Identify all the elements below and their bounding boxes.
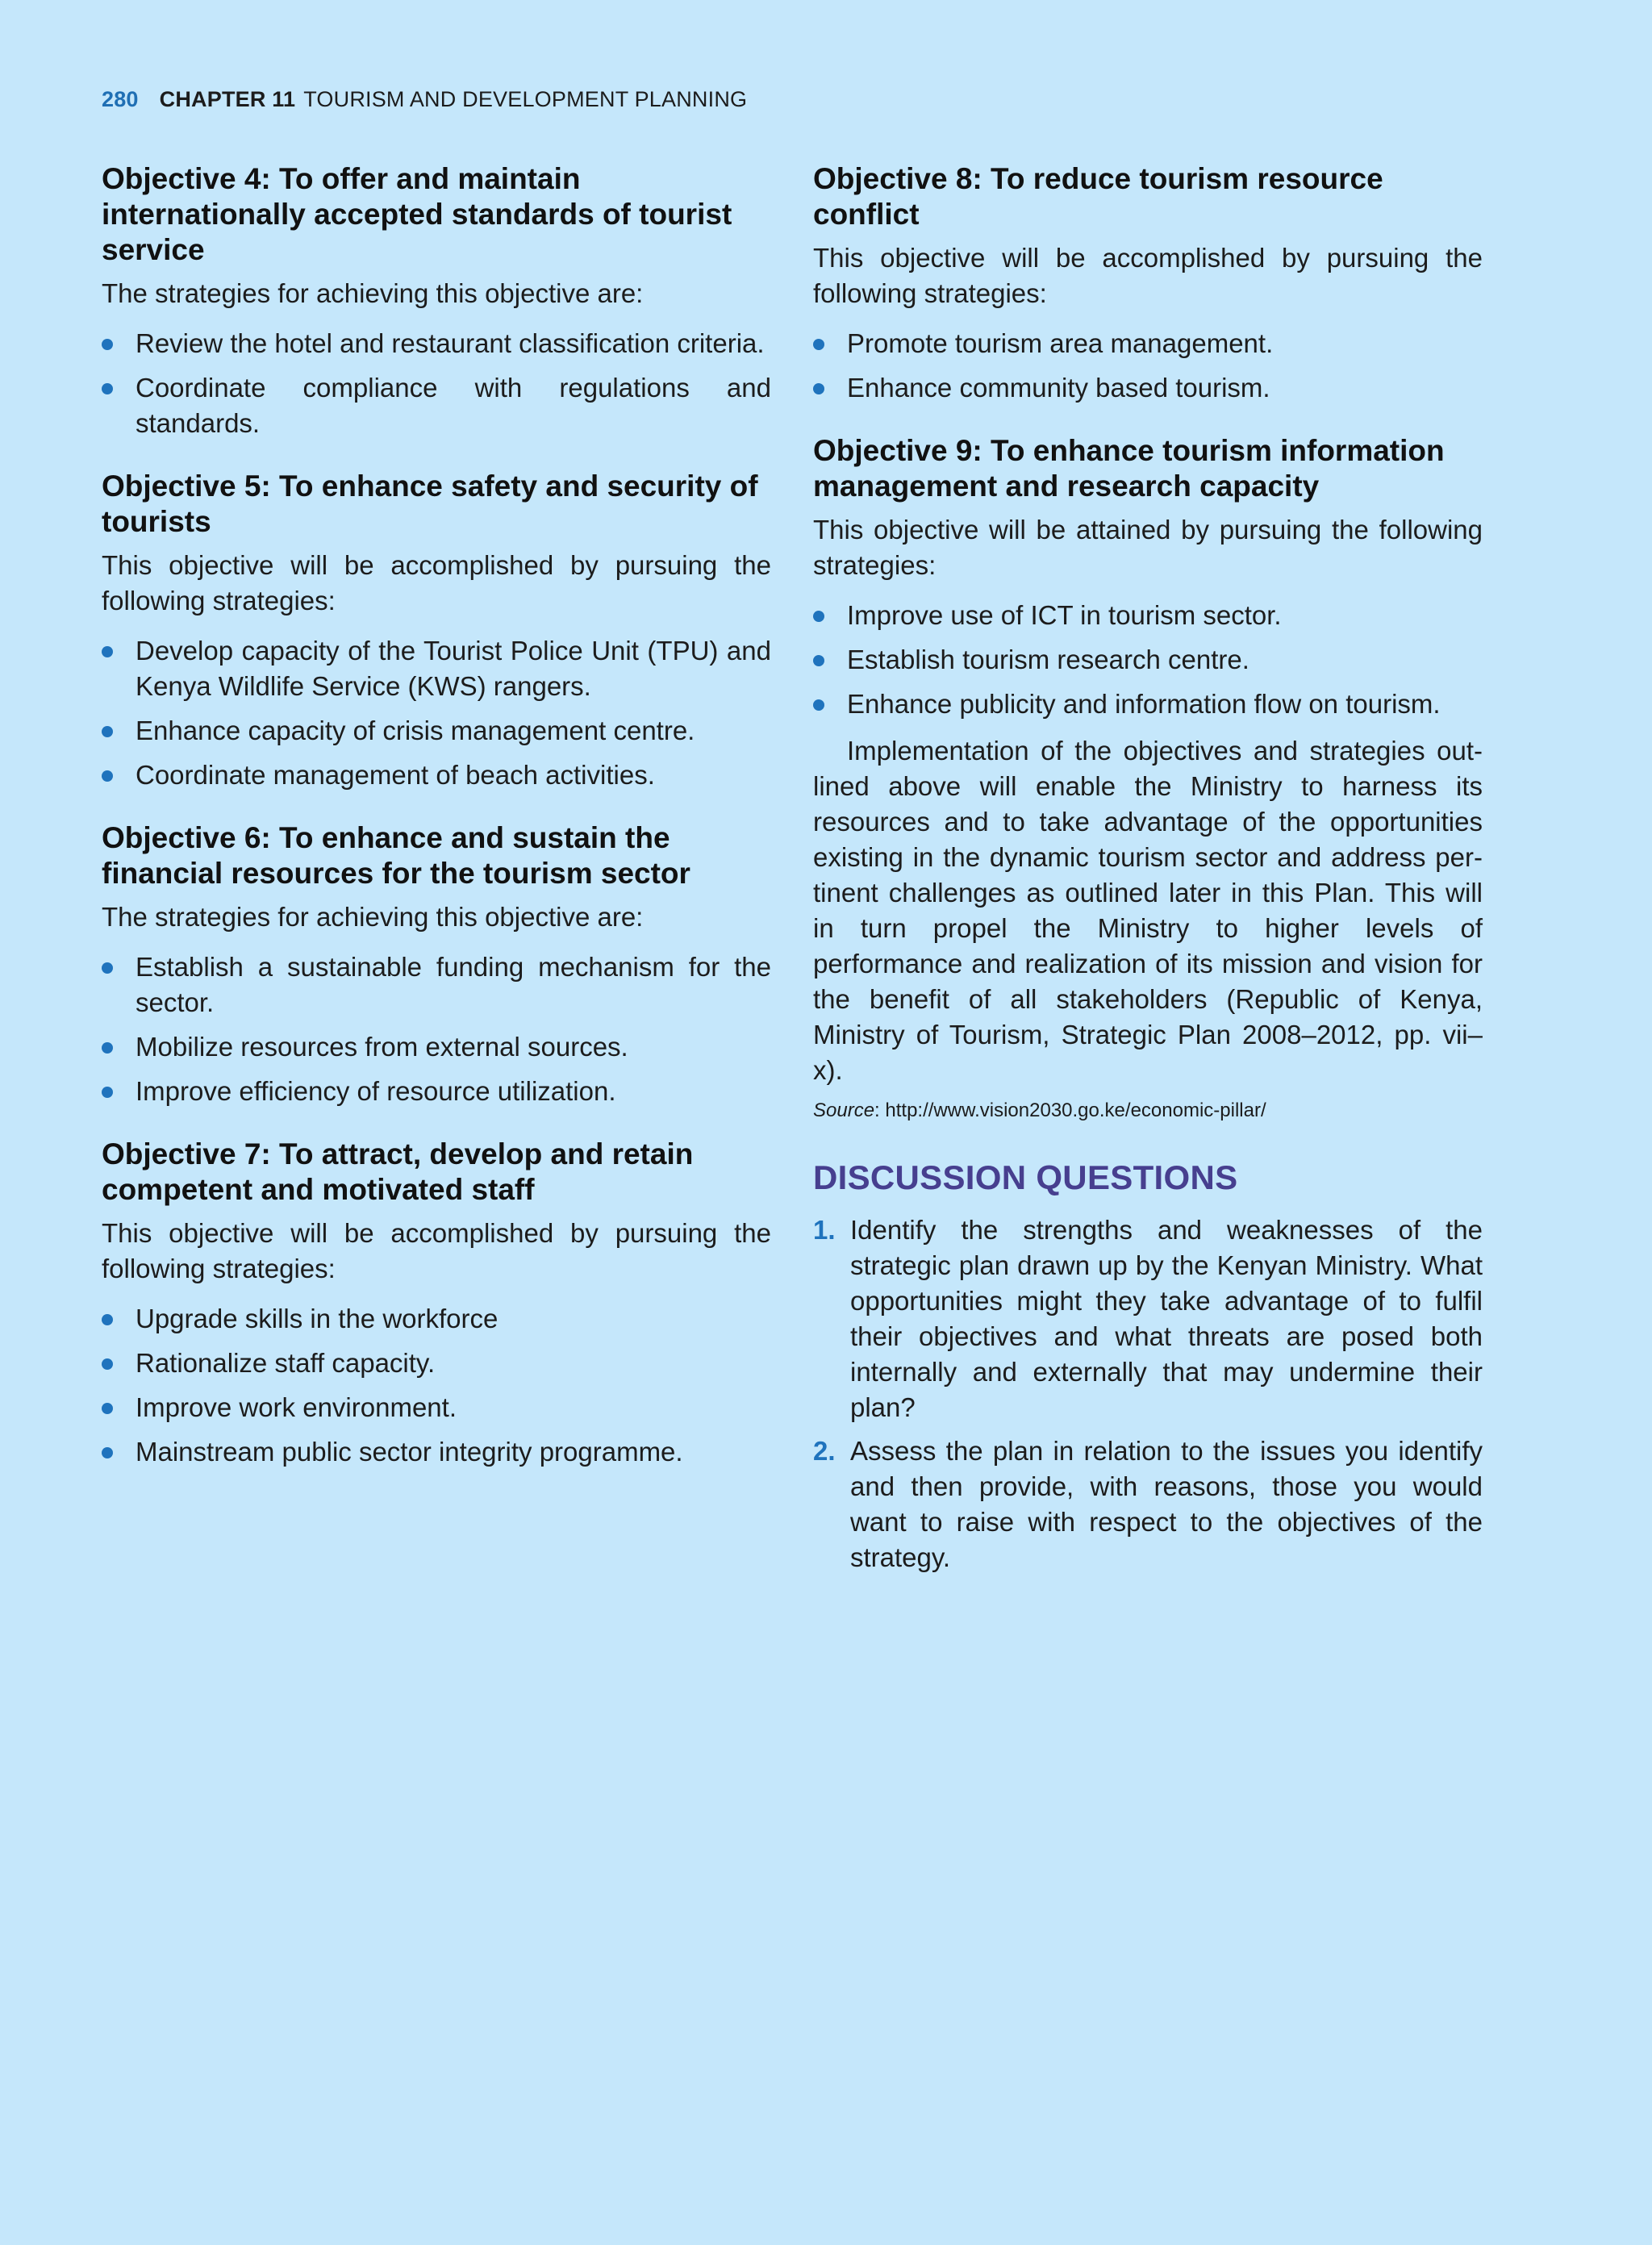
bullet-dot-icon bbox=[102, 1403, 113, 1414]
objective-heading: Objective 4: To offer and maintain internationally accepted standards of tourist service bbox=[102, 162, 732, 266]
objective-4 bbox=[102, 161, 771, 441]
objective-6 bbox=[102, 820, 771, 1109]
strategy-item: Upgrade skills in the workforce bbox=[102, 1301, 771, 1337]
implementation-paragraph: Implementation of the objectives and strategies outlined above will enable the Ministry to harness its resources and to take advantage of the opportunities existing in the dynamic tourism sector and address pertinent challenges as outlined later in this Plan. This will in turn propel the Ministry to higher levels of performance and realization of its mission and vision for the benefit of all stakeholders (Republic of Kenya, Ministry of Tourism, Strategic Plan 2008–2012, pp. vii–x). bbox=[813, 736, 1483, 1085]
objective-heading: Objective 5: To enhance safety and security of tourists bbox=[102, 469, 758, 538]
discussion-question bbox=[813, 1212, 1483, 1425]
objective-intro: This objective will be accomplished by pursuing the following strategies: bbox=[102, 550, 771, 615]
strategy-list bbox=[102, 633, 771, 793]
objective-heading: Objective 8: To reduce tourism resource conflict bbox=[813, 162, 1383, 231]
bullet-dot-icon bbox=[813, 655, 824, 666]
objective-heading: Objective 6: To enhance and sustain the financial resources for the tourism sector bbox=[102, 821, 690, 890]
strategy-list bbox=[813, 326, 1483, 406]
objective-intro: This objective will be accomplished by pursuing the following strategies: bbox=[813, 243, 1483, 308]
strategy-item: Coordinate compliance with regulations and standards. bbox=[102, 370, 771, 441]
bullet-dot-icon bbox=[102, 383, 113, 394]
strategy-list bbox=[102, 1301, 771, 1470]
objective-9 bbox=[813, 433, 1483, 722]
bullet-dot-icon bbox=[813, 699, 824, 711]
chapter-title: TOURISM AND DEVELOPMENT PLANNING bbox=[303, 87, 748, 111]
objective-5 bbox=[102, 469, 771, 793]
strategy-list bbox=[102, 326, 771, 441]
right-column bbox=[813, 161, 1483, 1584]
strategy-item: Enhance community based tourism. bbox=[813, 370, 1483, 406]
objective-intro: The strategies for achieving this objective are: bbox=[102, 278, 644, 308]
bullet-dot-icon bbox=[102, 726, 113, 737]
discussion-questions-list bbox=[813, 1212, 1483, 1575]
strategy-item: Improve efficiency of resource utilization. bbox=[102, 1074, 771, 1109]
discussion-question bbox=[813, 1433, 1483, 1575]
chapter-label: CHAPTER 11 bbox=[159, 87, 296, 111]
discussion-title: DISCUSSION QUESTIONS bbox=[813, 1158, 1238, 1196]
bullet-dot-icon bbox=[102, 1358, 113, 1370]
bullet-dot-icon bbox=[102, 1447, 113, 1458]
bullet-dot-icon bbox=[813, 339, 824, 350]
strategy-item: Improve use of ICT in tourism sector. bbox=[813, 598, 1483, 633]
bullet-dot-icon bbox=[102, 770, 113, 782]
source-separator: : bbox=[874, 1100, 886, 1121]
objective-heading: Objective 9: To enhance tourism information management and research capacity bbox=[813, 434, 1445, 503]
objective-intro: The strategies for achieving this objective are: bbox=[102, 902, 644, 932]
strategy-item: Establish tourism research centre. bbox=[813, 642, 1483, 678]
bullet-dot-icon bbox=[102, 1087, 113, 1098]
bullet-dot-icon bbox=[102, 1314, 113, 1325]
strategy-item: Improve work environment. bbox=[102, 1390, 771, 1425]
strategy-item: Mobilize resources from external sources. bbox=[102, 1029, 771, 1065]
strategy-item: Develop capacity of the Tourist Police Unit (TPU) and Kenya Wildlife Service (KWS) rangers. bbox=[102, 633, 771, 704]
strategy-item: Enhance publicity and information flow on tourism. bbox=[813, 686, 1483, 722]
page-number: 280 bbox=[102, 87, 139, 111]
question-number: 2. bbox=[813, 1436, 836, 1466]
strategy-item: Mainstream public sector integrity programme. bbox=[102, 1434, 771, 1470]
running-header bbox=[102, 87, 747, 112]
left-column bbox=[102, 161, 771, 1497]
strategy-item: Promote tourism area management. bbox=[813, 326, 1483, 361]
strategy-item: Review the hotel and restaurant classification criteria. bbox=[102, 326, 771, 361]
source-url: http://www.vision2030.go.ke/economic-pillar/ bbox=[885, 1100, 1266, 1121]
strategy-list bbox=[813, 598, 1483, 722]
objective-intro: This objective will be attained by pursuing the following strategies: bbox=[813, 515, 1483, 580]
objective-7 bbox=[102, 1137, 771, 1470]
objective-intro: This objective will be accomplished by pursuing the following strategies: bbox=[102, 1218, 771, 1283]
bullet-dot-icon bbox=[102, 339, 113, 350]
bullet-dot-icon bbox=[813, 611, 824, 622]
question-number: 1. bbox=[813, 1215, 836, 1245]
strategy-item: Enhance capacity of crisis management centre. bbox=[102, 713, 771, 749]
source-label: Source bbox=[813, 1100, 875, 1121]
strategy-item: Establish a sustainable funding mechanism for the sector. bbox=[102, 949, 771, 1020]
source-citation bbox=[813, 1098, 1483, 1124]
bullet-dot-icon bbox=[813, 383, 824, 394]
bullet-dot-icon bbox=[102, 962, 113, 974]
strategy-item: Coordinate management of beach activities. bbox=[102, 757, 771, 793]
question-text: Identify the strengths and weaknesses of the strategic plan drawn up by the Kenyan Ministry. What opportunities might they take advantage of to fulfil their objectives and what threats are posed both internally and externally that may undermine their plan? bbox=[850, 1215, 1483, 1422]
bullet-dot-icon bbox=[102, 646, 113, 657]
strategy-item: Rationalize staff capacity. bbox=[102, 1346, 771, 1381]
strategy-list bbox=[102, 949, 771, 1109]
objective-heading: Objective 7: To attract, develop and retain competent and motivated staff bbox=[102, 1137, 694, 1206]
bullet-dot-icon bbox=[102, 1042, 113, 1054]
objective-8 bbox=[813, 161, 1483, 406]
question-text: Assess the plan in relation to the issues you identify and then provide, with reasons, those you would want to raise with respect to the objectives of the strategy. bbox=[850, 1436, 1483, 1572]
